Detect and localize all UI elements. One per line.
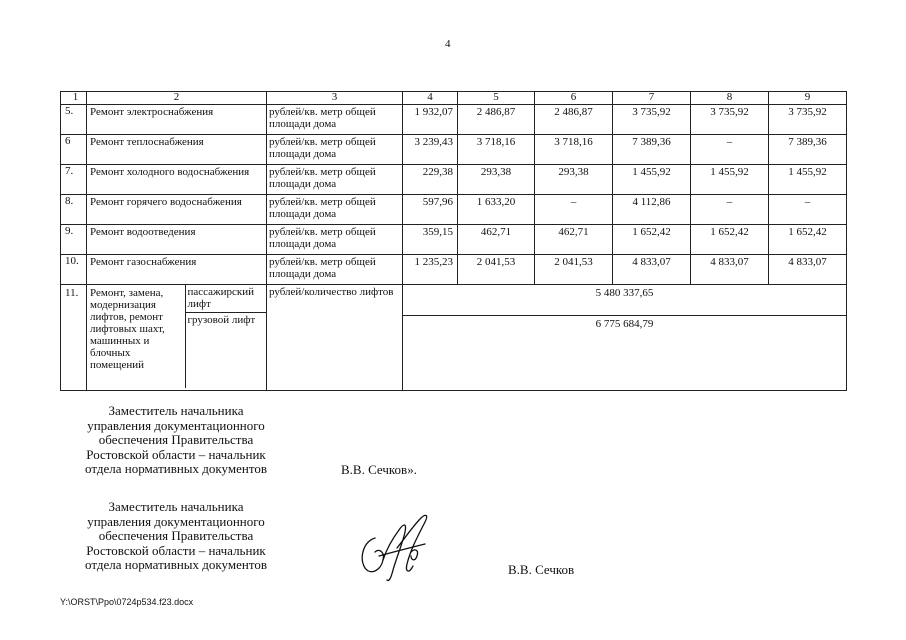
row-value: 359,15: [403, 225, 458, 255]
row-value: 1 235,23: [403, 255, 458, 285]
row-number: 9.: [61, 225, 87, 255]
row-value: 3 735,92: [769, 105, 847, 135]
row-unit: рублей/кв. метр общей площади дома: [267, 225, 403, 255]
lift-row-name: Ремонт, замена, модернизация лифтов, ремонт лифтовых шахт, машинных и блочных помещений: [87, 285, 185, 388]
row-value: 1 455,92: [769, 165, 847, 195]
row-value: 1 455,92: [613, 165, 691, 195]
row-value: 1 652,42: [769, 225, 847, 255]
row-value: 462,71: [458, 225, 535, 255]
table-row: [61, 105, 847, 135]
row-value: 4 833,07: [613, 255, 691, 285]
row-name: Ремонт электроснабжения: [87, 105, 267, 135]
row-value: 3 718,16: [535, 135, 613, 165]
table-row: [61, 255, 847, 285]
position-line: управления документационного: [87, 417, 265, 433]
row-value: 462,71: [535, 225, 613, 255]
lift-name-cell: [87, 285, 267, 391]
row-value: 1 633,20: [458, 195, 535, 225]
row-value: –: [691, 135, 769, 165]
table-row: [61, 165, 847, 195]
row-value: 4 112,86: [613, 195, 691, 225]
row-value: 1 932,07: [403, 105, 458, 135]
row-value: 4 833,07: [691, 255, 769, 285]
position-line: отдела нормативных документов: [85, 461, 267, 477]
row-value: 293,38: [535, 165, 613, 195]
position-line: управления документационного: [87, 513, 265, 529]
table-row: [61, 195, 847, 225]
lift-type-passenger: пассажирский лифт: [186, 285, 267, 313]
lift-value-passenger: 5 480 337,65: [403, 285, 847, 316]
row-value: 3 239,43: [403, 135, 458, 165]
header-cell: 8: [691, 92, 769, 105]
row-unit: рублей/кв. метр общей площади дома: [267, 195, 403, 225]
row-number: 10.: [61, 255, 87, 285]
position-line: Заместитель начальника: [108, 499, 244, 514]
row-value: 3 735,92: [691, 105, 769, 135]
row-value: 2 486,87: [535, 105, 613, 135]
row-value: 7 389,36: [613, 135, 691, 165]
position-line: отдела нормативных документов: [85, 557, 267, 573]
header-cell: 3: [267, 92, 403, 105]
row-unit: рублей/кв. метр общей площади дома: [267, 135, 403, 165]
header-cell: 4: [403, 92, 458, 105]
lift-row: [61, 285, 847, 316]
row-value: 4 833,07: [769, 255, 847, 285]
row-value: 229,38: [403, 165, 458, 195]
handwritten-signature: [353, 508, 443, 584]
table-row: [61, 225, 847, 255]
row-name: Ремонт горячего водоснабжения: [87, 195, 267, 225]
signatory-position-1: [66, 404, 286, 477]
header-cell: 6: [535, 92, 613, 105]
row-value: 2 041,53: [458, 255, 535, 285]
file-path-footer: Y:\ORST\Ppo\0724p534.f23.docx: [60, 597, 194, 607]
row-value: 597,96: [403, 195, 458, 225]
row-name: Ремонт холодного водоснабжения: [87, 165, 267, 195]
signatory-name-2: В.В. Сечков: [508, 562, 575, 577]
row-value: 2 486,87: [458, 105, 535, 135]
row-value: 3 735,92: [613, 105, 691, 135]
position-line: Заместитель начальника: [108, 403, 244, 418]
lift-type-cargo: грузовой лифт: [187, 314, 256, 326]
row-unit: рублей/кв. метр общей площади дома: [267, 255, 403, 285]
lift-row-unit: рублей/количество лифтов: [267, 285, 403, 391]
row-number: 5.: [61, 105, 87, 135]
row-value: –: [769, 195, 847, 225]
row-value: 293,38: [458, 165, 535, 195]
row-value: 1 455,92: [691, 165, 769, 195]
row-number: 6: [61, 135, 87, 165]
position-line: обеспечения Правительства: [98, 528, 254, 544]
row-number: 7.: [61, 165, 87, 195]
row-value: 3 718,16: [458, 135, 535, 165]
header-row: [61, 92, 847, 105]
position-line: обеспечения Правительства: [98, 432, 254, 448]
position-line: Ростовской области – начальник: [86, 446, 266, 462]
lift-value-cargo: 6 775 684,79: [403, 316, 847, 391]
page-number: 4: [445, 38, 451, 50]
row-value: 1 652,42: [613, 225, 691, 255]
tariff-table: [60, 91, 847, 391]
header-cell: 9: [769, 92, 847, 105]
header-cell: 2: [87, 92, 267, 105]
header-cell: 1: [61, 92, 87, 105]
row-name: Ремонт теплоснабжения: [87, 135, 267, 165]
signatory-name-1: В.В. Сечков».: [341, 462, 417, 477]
row-name: Ремонт газоснабжения: [87, 255, 267, 285]
row-number: 8.: [61, 195, 87, 225]
header-cell: 5: [458, 92, 535, 105]
row-number: 11.: [61, 285, 87, 391]
header-cell: 7: [613, 92, 691, 105]
signatory-position-2: [66, 500, 286, 573]
row-value: 7 389,36: [769, 135, 847, 165]
row-value: –: [535, 195, 613, 225]
row-value: –: [691, 195, 769, 225]
row-unit: рублей/кв. метр общей площади дома: [267, 165, 403, 195]
row-value: 2 041,53: [535, 255, 613, 285]
position-line: Ростовской области – начальник: [86, 542, 266, 558]
table-row: [61, 135, 847, 165]
row-value: 1 652,42: [691, 225, 769, 255]
row-name: Ремонт водоотведения: [87, 225, 267, 255]
row-unit: рублей/кв. метр общей площади дома: [267, 105, 403, 135]
